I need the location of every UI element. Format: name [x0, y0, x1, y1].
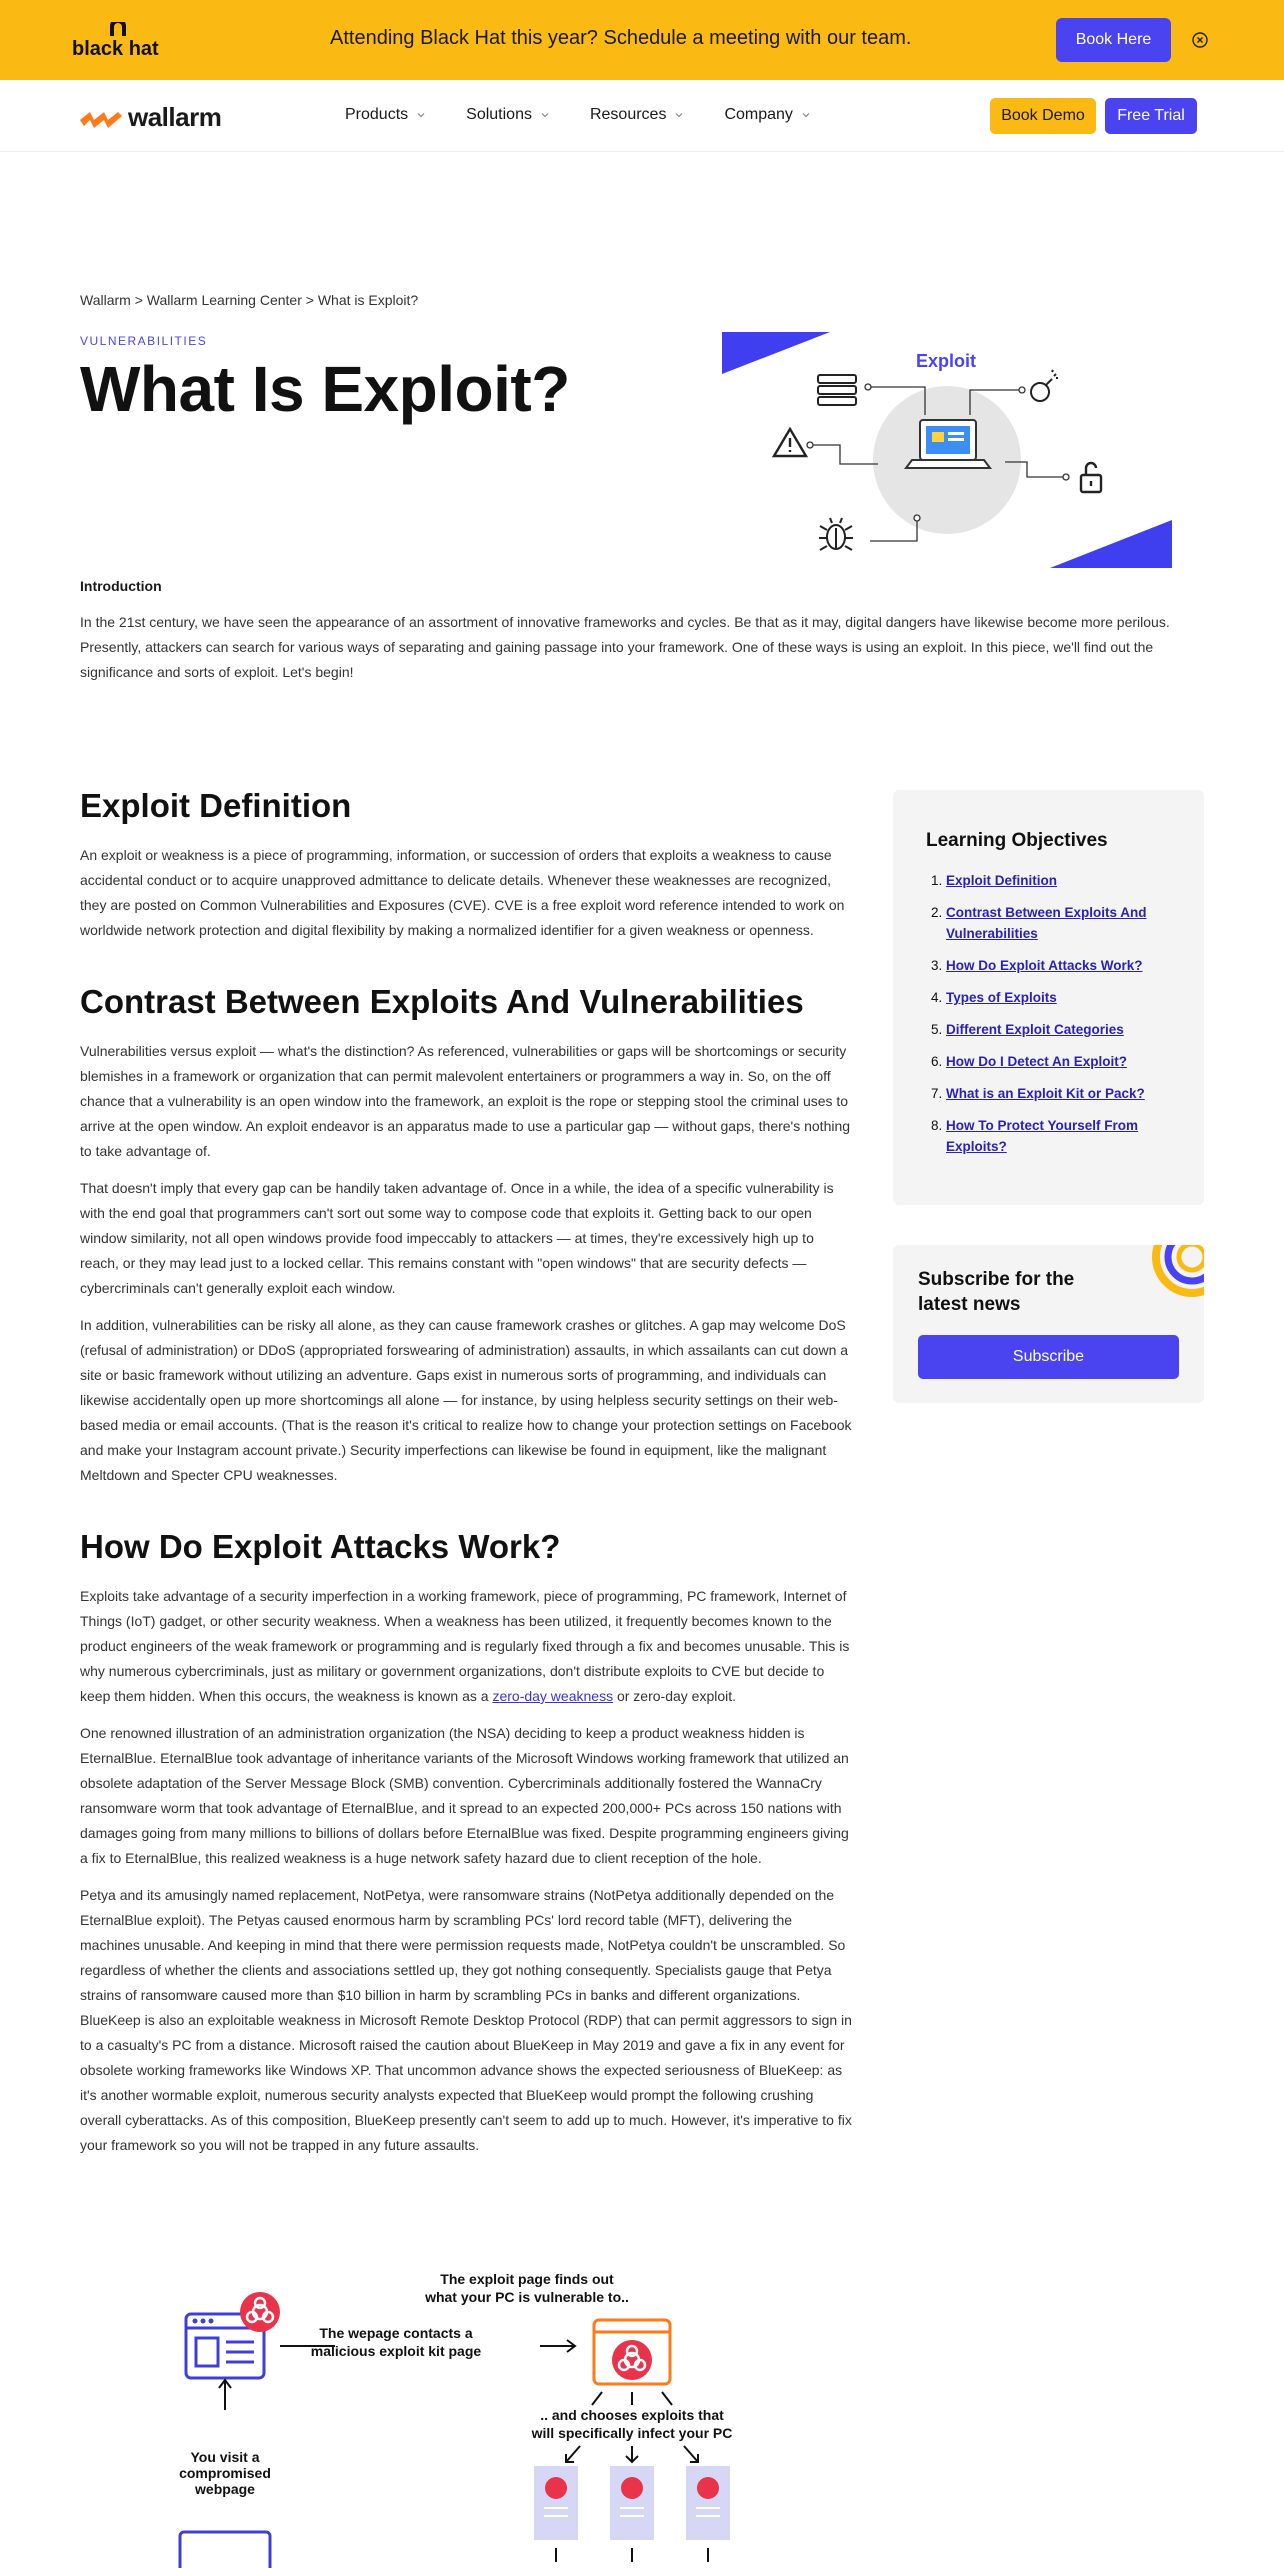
- promo-message: Attending Black Hat this year? Schedule a meeting with our team.: [330, 27, 912, 49]
- intro-heading: Introduction: [80, 578, 162, 594]
- toc-link-types[interactable]: Types of Exploits: [946, 990, 1057, 1005]
- paragraph: One renowned illustration of an administration organization (the NSA) deciding to keep a product weakness hidden is EternalBlue. EternalBlue took advantage of inheritance variants of the Microsoft Windows working framework that utilized an obsolete adaptation of the Server Message Block (SMB) convention. Cybercriminals additionally fostered the WannaCry ransomware worm that took advantage of EternalBlue, and it spread to an expected 200,000+ PCs across 150 nations with damages going from many millions to billions of dollars before EternalBlue was fixed. Despite programming engineers giving a fix to EternalBlue, this realized weakness is a huge network safety hazard due to client reception of the hole.: [80, 1725, 849, 1866]
- paragraph: [80, 1584, 855, 1709]
- exploit-file-icon: [686, 2466, 730, 2562]
- nav-item-label: Solutions: [466, 106, 532, 123]
- toc-title: Learning Objectives: [926, 830, 1108, 851]
- section-exploit-definition: [80, 785, 855, 943]
- diagram-visit-line-2: compromised: [179, 2465, 271, 2481]
- book-here-button[interactable]: Book Here: [1056, 18, 1171, 62]
- category-eyebrow: VULNERABILITIES: [80, 334, 208, 348]
- illustration-label: Exploit: [916, 351, 977, 371]
- biohazard-icon: [240, 2292, 280, 2332]
- diagram-chooses-line-2: will specifically infect your PC: [531, 2425, 733, 2441]
- paragraph-text: or zero-day exploit.: [613, 1688, 737, 1704]
- wallarm-logo[interactable]: [80, 102, 221, 133]
- toc-list: [926, 870, 1174, 1157]
- toc-link-protect[interactable]: How To Protect Yourself From Exploits?: [946, 1118, 1139, 1154]
- diagram-contacts-line-1: The wepage contacts a: [319, 2325, 473, 2341]
- blackhat-logo: [72, 22, 172, 58]
- toc-item: [946, 987, 1174, 1008]
- promo-banner: [0, 0, 1284, 80]
- diagram-finds-line-2: what your PC is vulnerable to..: [425, 2289, 629, 2305]
- diagram-finds-line-1: The exploit page finds out: [440, 2271, 614, 2287]
- section-heading: How Do Exploit Attacks Work?: [80, 1528, 561, 1565]
- toc-link-exploit-kit[interactable]: What is an Exploit Kit or Pack?: [946, 1086, 1145, 1101]
- server-icon: [818, 375, 856, 405]
- toc-link-exploit-definition[interactable]: Exploit Definition: [946, 873, 1057, 888]
- nav-item-label: Company: [724, 106, 793, 123]
- diagram-chooses-line-1: .. and chooses exploits that: [540, 2407, 724, 2423]
- nav-item-resources[interactable]: [590, 106, 684, 124]
- chevron-down-icon: [674, 110, 684, 120]
- toc-item: [946, 1019, 1174, 1040]
- exploit-kit-diagram: [170, 2270, 770, 2568]
- toc-link-categories[interactable]: Different Exploit Categories: [946, 1022, 1124, 1037]
- nav-item-products[interactable]: [345, 106, 426, 124]
- exploit-file-icon: [610, 2466, 654, 2562]
- diagram-visit-line-1: You visit a: [190, 2449, 260, 2465]
- paragraph: An exploit or weakness is a piece of programming, information, or succession of orders that exploits a weakness to cause accidental conduct or to acquire unapproved admittance to delicate details. Whenever these weaknesses are recognized, they are posted on Common Vulnerabilities and Exposures (CVE). CVE is a free exploit word reference intended to work on worldwide network protection and digital flexibility by making a normalized identifier for a given weakness or openness.: [80, 847, 845, 938]
- exploit-illustration: [720, 330, 1172, 568]
- paragraph: That doesn't imply that every gap can be handily taken advantage of. Once in a while, the idea of a specific vulnerability is with the end goal that programmers can't sort out some way to compose code that exploits it. Getting back to our open window similarity, not all open windows provide food impeccably to attackers — at times, they're excessively high up to reach, or they may lead just to a locked cellar. This remains constant with "open windows" that are security defects — cybercriminals can't generally exploit each window.: [80, 1180, 834, 1296]
- paragraph: Petya and its amusingly named replacement, NotPetya, were ransomware strains (NotPetya additionally depended on the EternalBlue exploit). The Petyas caused enormous harm by scrambling PCs' lord record table (MFT), delivering the machines unusable. And keeping in mind that there were permission requests made, NotPetya couldn't be unscrambled. So regardless of whether the clients and associations settled up, they got nothing consequently. Specialists gauge that Petya strains of ransomware caused more than $10 billion in harm by scrambling PCs in banks and different organizations. BlueKeep is also an exploitable weakness in Microsoft Remote Desktop Protocol (RDP) that can permit aggressors to sign in to a casualty's PC from a distance. Microsoft raised the caution about BlueKeep in May 2019 and gave a fix in any event for obsolete working frameworks like Windows XP. That uncommon advance shows the expected seriousness of BlueKeep: as it's another wormable exploit, numerous security analysts expected that BlueKeep would prompt the following crushing overall cyberattacks. As of this composition, BlueKeep presently can't seem to add up to much. However, it's imperative to fix your framework so you will not be trapped in any future assaults.: [80, 1887, 852, 2153]
- nav-item-company[interactable]: [724, 106, 810, 124]
- free-trial-button[interactable]: Free Trial: [1105, 98, 1197, 134]
- brand-name: wallarm: [128, 102, 222, 132]
- toc-item: [946, 870, 1174, 891]
- paragraph-text: Exploits take advantage of a security imperfection in a working framework, piece of programming, PC framework, Internet of Things (IoT) gadget, or other security weakness. When a weakness has been utilized, it frequently becomes known to the product engineers of the weak framework or programming and is regularly fixed through a fix and becomes unusable. This is why numerous cybercriminals, just as military or government organizations, don't distribute exploits to CVE but decide to keep them hidden. When this occurs, the weakness is known as a: [80, 1588, 850, 1704]
- learning-objectives-panel: [893, 790, 1204, 1205]
- main-navigation: [0, 80, 1284, 152]
- wallarm-logo-icon: [80, 106, 122, 130]
- nav-item-solutions[interactable]: [466, 106, 550, 124]
- toc-item: [946, 1083, 1174, 1104]
- toc-item: [946, 1115, 1174, 1157]
- zero-day-weakness-link[interactable]: zero-day weakness: [492, 1688, 614, 1704]
- bomb-icon: [1031, 370, 1058, 401]
- subscribe-panel: [893, 1245, 1204, 1403]
- chevron-down-icon: [416, 110, 426, 120]
- toc-item: [946, 955, 1174, 976]
- paragraph: Vulnerabilities versus exploit — what's the distinction? As referenced, vulnerabilities or gaps will be shortcomings or security blemishes in a framework or organization that can permit malevolent entertainers or programmers a way in. So, on the off chance that a vulnerability is an open window into the framework, an exploit is the rope or stepping stool the criminal uses to arrive at the open window. An exploit endeavor is an apparatus made to use a particular gap — without gaps, there's nothing to take advantage of.: [80, 1043, 851, 1159]
- chevron-down-icon: [801, 110, 811, 120]
- toc-link-contrast[interactable]: Contrast Between Exploits And Vulnerabilities: [946, 905, 1147, 941]
- nav-item-label: Products: [345, 106, 409, 123]
- subscribe-title: Subscribe for the latest news: [918, 1269, 1075, 1315]
- toc-link-how-attacks-work[interactable]: How Do Exploit Attacks Work?: [946, 958, 1143, 973]
- decorative-rings: [1150, 1245, 1204, 1299]
- nav-item-label: Resources: [589, 106, 667, 123]
- computer-icon: [180, 2532, 270, 2568]
- subscribe-button[interactable]: Subscribe: [918, 1335, 1179, 1379]
- warning-icon: [774, 429, 806, 456]
- paragraph: In addition, vulnerabilities can be risky all alone, as they can cause framework crashes or glitches. A gap may welcome DoS (refusal of administration) or DDoS (appropriated forswearing of administration) assaults, in which assailants can cut down a site or basic framework without utilizing an adventure. Gaps exist in numerous sorts of programming, and individuals can likewise accidentally open up more shortcomings all alone — for instance, by using helpless security settings on their web-based media or email accounts. (That is the reason it's critical to realize how to change your protection settings on Facebook and make your Instagram account private.) Security imperfections can likewise be found in equipment, like the malignant Meltdown and Specter CPU weaknesses.: [80, 1317, 852, 1483]
- section-contrast: [80, 981, 855, 1488]
- close-circle-icon[interactable]: [1190, 30, 1210, 50]
- section-heading: Contrast Between Exploits And Vulnerabilities: [80, 983, 804, 1020]
- bug-icon: [819, 518, 853, 550]
- exploit-page-icon: [594, 2320, 670, 2384]
- diagram-contacts-line-2: malicious exploit kit page: [310, 2343, 482, 2359]
- chevron-down-icon: [540, 110, 550, 120]
- page-title: What Is Exploit?: [80, 353, 570, 425]
- diagram-visit-line-3: webpage: [195, 2481, 255, 2497]
- section-how-attacks-work: [80, 1526, 855, 2158]
- toc-item: [946, 902, 1174, 944]
- nav-menu: [345, 106, 851, 124]
- toc-link-detect[interactable]: How Do I Detect An Exploit?: [946, 1054, 1128, 1069]
- breadcrumb[interactable]: Wallarm > Wallarm Learning Center > What is Exploit?: [80, 292, 419, 308]
- book-demo-button[interactable]: Book Demo: [990, 98, 1096, 134]
- section-heading: Exploit Definition: [80, 787, 352, 824]
- unlock-icon: [1081, 463, 1101, 492]
- intro-text: In the 21st century, we have seen the appearance of an assortment of innovative frameworks and cycles. Be that as it may, digital dangers have likewise become more perilous. Presently, attackers can search for various ways of separating and gaining passage into your framework. One of these ways is using an exploit. In this piece, we'll find out the significance and sorts of exploit. Let's begin!: [80, 614, 1170, 680]
- blackhat-logo-text: black hat: [72, 38, 159, 58]
- toc-item: [946, 1051, 1174, 1072]
- article-body: [80, 785, 855, 2196]
- exploit-file-icon: [534, 2466, 578, 2562]
